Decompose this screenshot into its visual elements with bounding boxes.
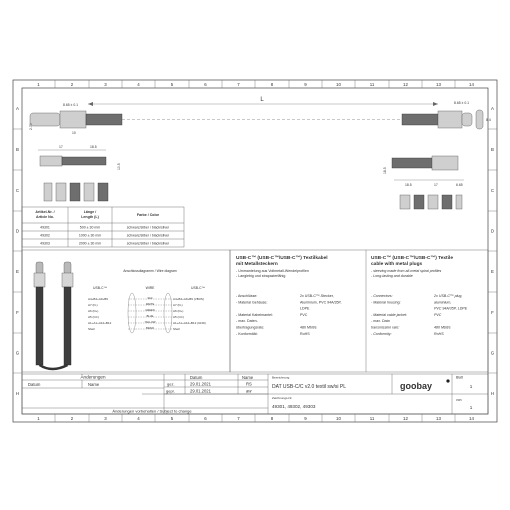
header-color: Farbe / Color	[136, 213, 160, 217]
column-label-top: 1	[37, 82, 40, 87]
sheet-label: Blatt	[456, 375, 463, 380]
left-part-6	[84, 183, 94, 201]
row-3-article: 49303	[40, 241, 50, 246]
head-date: Datum	[190, 375, 203, 380]
spec-field-value: PVC	[300, 312, 308, 317]
spec-field-label: - Anschlüsse:	[236, 294, 258, 298]
spec-de-bullet-1: - Ummantelung aus Vollmetall-Wendelprofilen	[236, 269, 309, 273]
row-label-left: A	[16, 106, 19, 111]
cable-photo	[34, 262, 73, 369]
spec-field-value: 480 Mbit/s	[300, 325, 317, 330]
spec-field-label: transmission rate:	[371, 325, 400, 330]
spec-field-label: übertragungsrate:	[236, 325, 265, 330]
column-label-bottom: 13	[436, 416, 441, 421]
wire-left-pin: A5 (CC)	[88, 315, 99, 319]
right-part-4	[414, 195, 424, 209]
row-1-length: 500 ± 30 mm	[79, 225, 101, 230]
wire-color-label: YELLOW	[144, 321, 156, 324]
wire-right-pin: A7 (D-)	[173, 303, 183, 307]
column-label-bottom: 12	[403, 416, 408, 421]
changes-col-name: Name	[88, 382, 100, 387]
wire-right-pin: A1+A1+A12+B12 (GND)	[173, 321, 206, 325]
row-label-left: E	[16, 269, 19, 274]
goobay-logo	[400, 379, 450, 391]
column-label-top: 4	[137, 82, 140, 87]
spec-de-fields	[236, 294, 342, 336]
left-plug-housing	[60, 111, 86, 128]
right-cable-braid	[402, 114, 438, 125]
spec-field-value: RoHS	[300, 331, 310, 336]
row-labels-left	[13, 106, 497, 396]
gepr-name: aw	[246, 388, 252, 394]
spec-en-bullet-1: - sleeving made from all-metal spiral profiles	[371, 269, 442, 273]
head-name: Name	[242, 375, 254, 380]
column-label-top: 5	[170, 82, 174, 87]
left-plug-part-2	[62, 157, 106, 165]
column-label-bottom: 14	[469, 416, 474, 421]
inner-frame	[22, 88, 488, 414]
spec-en-fields	[371, 294, 468, 336]
wire-right-pin: A6 (D+)	[173, 309, 184, 313]
dim-665-right: 6.65	[456, 183, 463, 187]
right-part-3	[400, 195, 410, 209]
wire-color-label: GREEN	[145, 309, 155, 312]
spec-field-label: - Material cable jacket:	[371, 312, 407, 317]
column-labels-top	[37, 80, 474, 422]
left-part-5	[70, 183, 80, 201]
row-label-left: C	[15, 188, 20, 193]
row-label-right: F	[491, 310, 494, 315]
of-number: 1	[469, 405, 473, 410]
dim-185-right: 18.5	[405, 183, 412, 187]
column-label-top: 10	[336, 82, 341, 87]
row-label-right: G	[490, 350, 495, 356]
designation-label: Bezeichnung	[272, 375, 290, 380]
wire-rows	[88, 296, 206, 331]
spec-field-value: aluminium,	[434, 300, 452, 305]
spec-field-label: - max. Data	[371, 319, 390, 324]
spec-field-value: Aluminium, PVC 94A/35P,	[300, 300, 342, 305]
wire-right-pin: A5 (CC)	[173, 315, 184, 319]
wire-color-label: WHITE	[145, 303, 155, 306]
svg-text:goobay: goobay	[400, 381, 433, 391]
spec-de-bullet-2: - Langlebig und strapazierfähig	[236, 274, 286, 278]
row-label-left: H	[15, 391, 20, 396]
header-length-de: Länge /	[83, 210, 97, 214]
column-label-bottom: 3	[104, 416, 107, 421]
column-label-top: 14	[469, 82, 474, 87]
change-notice: Änderungen vorbehalten / Subject to change	[112, 408, 192, 414]
wire-right-pin: A4+B4+A9+B9 (VBUS)	[173, 297, 204, 301]
gepr-label: gepr.	[166, 388, 175, 394]
gez-name: RS	[246, 381, 252, 387]
length-label: L	[260, 97, 264, 103]
changes-header: Änderungen	[80, 374, 106, 380]
row-label-right: C	[490, 188, 495, 193]
gez-label: gez.	[167, 381, 175, 387]
row-3-color: schwarz/silber / black/silver	[126, 241, 170, 246]
dim-plug-height-left: 2.70	[29, 123, 33, 130]
row-2-color: schwarz/silber / black/silver	[126, 233, 170, 238]
right-part-6	[442, 195, 452, 209]
spec-de-title-1: USB-C™ (USB-C™/USB-C™) Textilkabel	[236, 256, 328, 261]
spec-en-bullet-2: - Long-lasting and durable	[371, 274, 413, 278]
right-plug-housing	[438, 111, 462, 128]
wire-color-label: Red	[147, 297, 153, 300]
wire-color-label: BLUE	[146, 315, 154, 318]
row-label-left: B	[16, 147, 19, 152]
wire-color-label: BRAID	[146, 327, 154, 330]
wiring-wire-label: WIRE	[145, 286, 155, 290]
wiring-title: Anschlussdiagramm / Wire diagram	[123, 269, 177, 273]
column-label-bottom: 5	[170, 416, 174, 421]
spec-field-label: - Material Kabelmantel:	[236, 312, 273, 317]
article-table	[22, 207, 184, 247]
spec-field-label: - Conformity:	[371, 331, 392, 336]
left-exploded-view	[38, 145, 121, 201]
row-label-left: G	[15, 350, 20, 356]
header-length-en: Length (L)	[81, 215, 99, 219]
wiring-diagram	[88, 269, 206, 333]
drawing-number-label: Zeichnungs-Nr.	[272, 396, 293, 400]
column-label-top: 8	[270, 82, 274, 87]
row-1-article: 49301	[40, 225, 50, 230]
right-exploded-view	[383, 156, 464, 209]
row-3-length: 2000 ± 30 mm	[78, 241, 102, 246]
column-label-bottom: 10	[336, 416, 341, 421]
plug-end-view	[476, 110, 483, 129]
spec-field-value: RoHS	[434, 331, 444, 336]
column-label-top: 12	[403, 82, 408, 87]
spec-field-value: 480 Mbit/s	[434, 325, 451, 330]
row-2-length: 1000 ± 30 mm	[78, 233, 102, 238]
dim-plug-depth-left: 10	[72, 131, 76, 135]
row-label-left: D	[15, 228, 20, 234]
column-label-bottom: 6	[204, 416, 207, 421]
row-label-right: E	[491, 269, 494, 274]
left-part-4	[56, 183, 66, 201]
dim-plug-width-left: 8.65 ± 0.1	[63, 103, 79, 107]
column-label-bottom: 1	[37, 416, 40, 421]
title-block	[22, 374, 488, 415]
sheet-number: 1	[469, 384, 473, 389]
wire-left-pin: A1+A1+A12+B12	[88, 321, 112, 325]
spec-field-value: PVC 94A/35P, LDPE	[434, 306, 468, 311]
row-label-right: A	[491, 106, 494, 111]
row-2-article: 49302	[40, 233, 50, 238]
column-label-top: 3	[104, 82, 107, 87]
dim-plug-width-right: 8.65 ± 0.1	[454, 101, 470, 105]
gepr-date: 29.01.2021	[190, 388, 211, 394]
column-label-bottom: 2	[70, 416, 74, 421]
right-part-5	[428, 195, 438, 209]
spec-field-label: - Connectors:	[371, 294, 393, 298]
row-1-color: schwarz/silber / black/silver	[126, 225, 170, 230]
dim-17-left: 17	[59, 145, 63, 149]
left-part-3	[44, 183, 52, 201]
spec-field-label: - Konformität:	[236, 331, 258, 336]
spec-field-value: PVC	[434, 312, 442, 317]
cable-side-view	[29, 97, 491, 135]
spec-english	[371, 255, 468, 336]
wiring-left-label: USB-C™	[93, 286, 107, 290]
right-plug-part-1	[392, 158, 432, 168]
column-label-top: 7	[237, 82, 240, 87]
right-plug	[462, 113, 472, 126]
spec-de-title-2: mit Metallsteckern	[236, 262, 278, 267]
wire-right-pin: Shell	[173, 327, 180, 331]
drawing-number-value: 49301, 49302, 49303	[272, 404, 316, 409]
gez-date: 29.01.2021	[190, 381, 211, 387]
wire-left-pin: A7 (D-)	[88, 303, 98, 307]
column-label-bottom: 4	[137, 416, 140, 421]
header-article-de: Artikel-Nr. /	[35, 210, 55, 214]
row-label-right: B	[491, 147, 494, 152]
of-label: von	[456, 398, 462, 402]
header-article-en: Article No.	[36, 215, 54, 219]
dim-arrow-right	[433, 102, 438, 106]
row-label-right: D	[490, 228, 495, 234]
column-labels-bottom	[37, 416, 474, 421]
dim-185-left: 18.5	[90, 145, 97, 149]
spec-field-value: 2x USB-C™-Stecker,	[300, 294, 334, 298]
outer-frame	[13, 80, 497, 422]
column-label-top: 9	[304, 82, 307, 87]
column-label-top: 2	[70, 82, 74, 87]
dim-arrow-left	[88, 102, 93, 106]
spec-field-label: - max. Daten-	[236, 319, 258, 324]
dim-vertical-left: 10.5	[117, 163, 121, 170]
left-part-7	[98, 183, 108, 201]
wiring-right-label: USB-C™	[191, 286, 205, 290]
dim-plug-height-right: 8.4	[486, 118, 491, 122]
spec-field-value: 2x USB-C™ plug,	[434, 294, 463, 298]
column-label-bottom: 9	[304, 416, 307, 421]
right-part-7	[456, 195, 462, 209]
column-label-bottom: 11	[369, 416, 375, 421]
left-plug	[30, 113, 60, 126]
left-cable-braid	[86, 114, 122, 125]
wire-left-pin: Shell	[88, 327, 95, 331]
left-plug-part-1	[40, 156, 62, 166]
dim-vertical-right: 18.5	[383, 167, 387, 174]
designation-value: DAT USB-C/C v2.0 textil sw/si PL	[272, 384, 346, 390]
spec-german	[236, 255, 342, 336]
changes-col-date: Datum	[28, 382, 41, 387]
spec-field-value: LDPE	[300, 306, 310, 311]
column-label-top: 6	[204, 82, 207, 87]
dim-17-right: 17	[434, 183, 438, 187]
column-label-top: 13	[436, 82, 441, 87]
spec-field-label: - Material Gehäuse:	[236, 300, 268, 305]
column-label-bottom: 7	[237, 416, 240, 421]
column-label-bottom: 8	[270, 416, 274, 421]
row-label-left: F	[16, 310, 19, 315]
spec-en-title-1: USB-C™ (USB-C™/USB-C™) Textile	[371, 256, 453, 261]
spec-field-label: - Material housing:	[371, 300, 401, 305]
wire-left-pin: A4+B4+A9+B9	[88, 297, 108, 301]
row-label-right: H	[490, 391, 495, 396]
column-label-top: 11	[369, 82, 375, 87]
right-plug-part-2	[432, 156, 458, 170]
spec-en-title-2: cable with metal plugs	[371, 262, 423, 267]
wire-left-pin: A6 (D+)	[88, 309, 99, 313]
